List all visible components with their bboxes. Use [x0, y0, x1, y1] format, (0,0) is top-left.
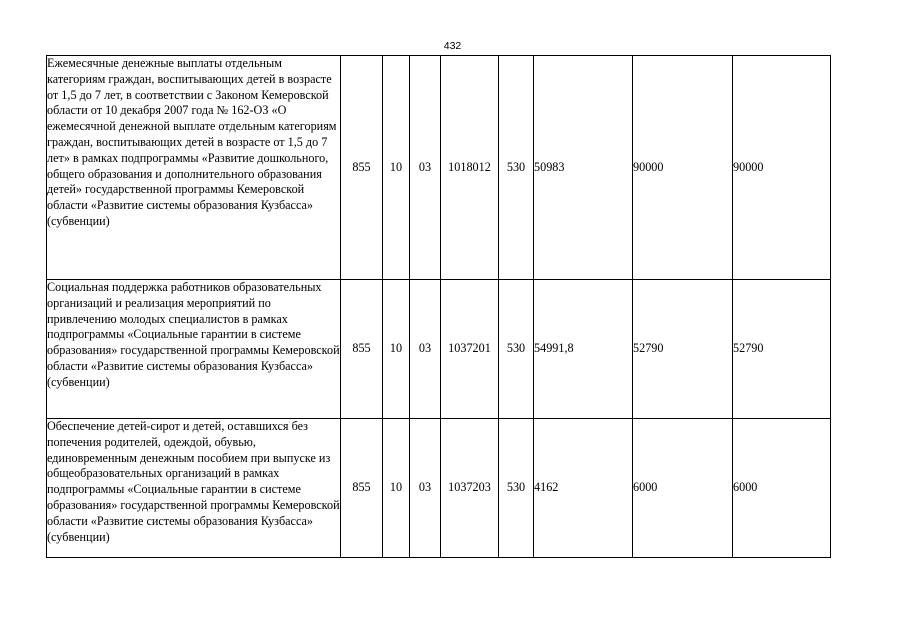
subsection-code: 03: [410, 419, 441, 558]
target-article-code: 1037201: [441, 280, 499, 419]
section-code: 10: [383, 56, 410, 280]
amount-1: 50983: [534, 56, 633, 280]
page-number: 432: [443, 40, 462, 52]
expense-type-code: 530: [499, 419, 534, 558]
target-article-code: 1018012: [441, 56, 499, 280]
amount-1: 54991,8: [534, 280, 633, 419]
amount-1: 4162: [534, 419, 633, 558]
row-description: Социальная поддержка работников образовательных организаций и реализация мероприятий по привлечению молодых специалистов в рамках подпрограммы «Социальные гарантии в системе образования» государственной программы Кемеровской области «Развитие системы образования Кузбасса» (субвенции): [47, 280, 341, 419]
table-row: [47, 419, 831, 558]
subsection-code: 03: [410, 56, 441, 280]
amount-2: 52790: [633, 280, 733, 419]
expense-type-code: 530: [499, 280, 534, 419]
table-row: [47, 280, 831, 419]
target-article-code: 1037203: [441, 419, 499, 558]
ministry-code: 855: [341, 56, 383, 280]
subsection-code: 03: [410, 280, 441, 419]
amount-3: 90000: [733, 56, 831, 280]
expense-type-code: 530: [499, 56, 534, 280]
amount-2: 6000: [633, 419, 733, 558]
amount-3: 52790: [733, 280, 831, 419]
amount-3: 6000: [733, 419, 831, 558]
row-description: Ежемесячные денежные выплаты отдельным категориям граждан, воспитывающих детей в возрасте от 1,5 до 7 лет, в соответствии с Законом Кемеровской области от 10 декабря 2007 года № 162-ОЗ «О ежемесячной денежной выплате отдельным категориям граждан, воспитывающих детей в возрасте от 1,5 до 7 лет» в рамках подпрограммы «Развитие дошкольного, общего образования и дополнительного образования детей» государственной программы Кемеровской области «Развитие системы образования Кузбасса» (субвенции): [47, 56, 341, 280]
amount-2: 90000: [633, 56, 733, 280]
ministry-code: 855: [341, 280, 383, 419]
row-description: Обеспечение детей-сирот и детей, оставшихся без попечения родителей, одеждой, обувью, единовременным денежным пособием при выпуске из общеобразовательных организаций в рамках подпрограммы «Социальные гарантии в системе образования» государственной программы Кемеровской области «Развитие системы образования Кузбасса» (субвенции): [47, 419, 341, 558]
table-row: [47, 56, 831, 280]
section-code: 10: [383, 419, 410, 558]
ministry-code: 855: [341, 419, 383, 558]
budget-table: [46, 55, 831, 558]
section-code: 10: [383, 280, 410, 419]
